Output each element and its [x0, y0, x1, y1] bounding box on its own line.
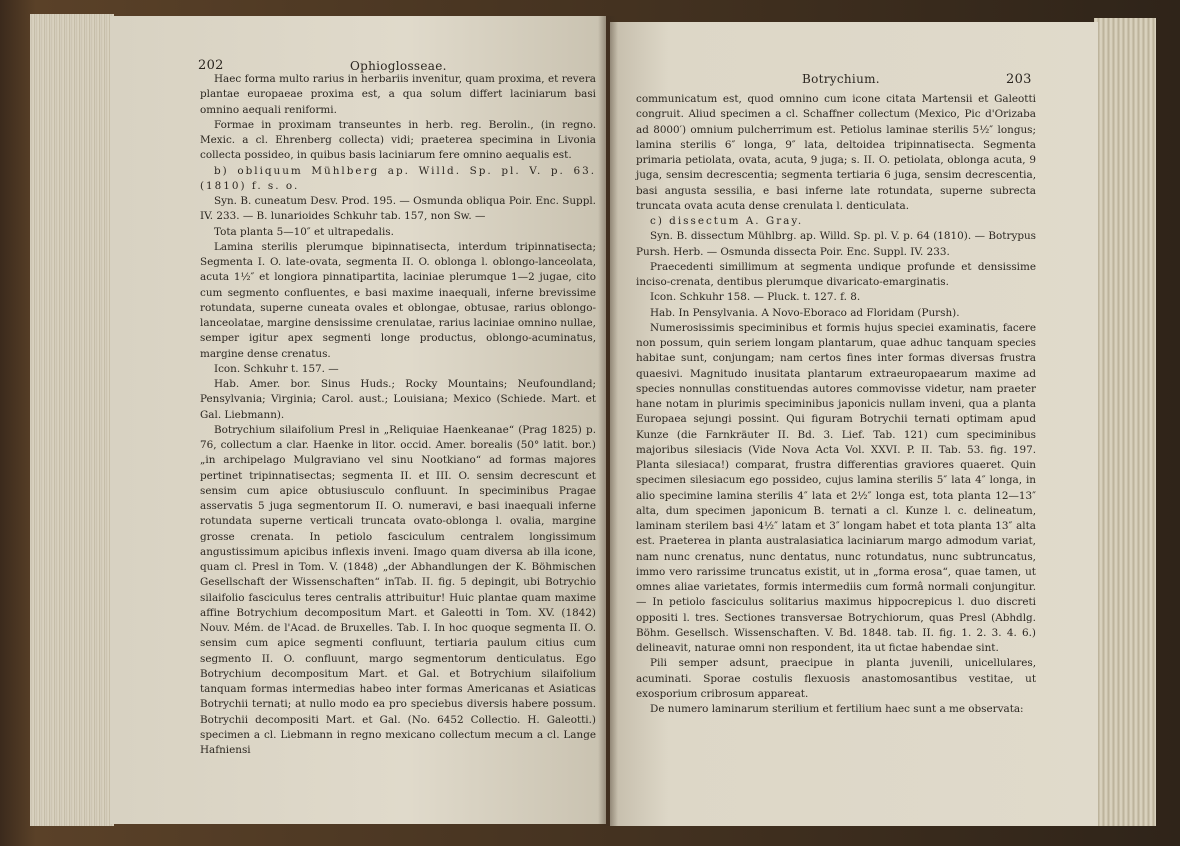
habitat: Hab. Amer. bor. Sinus Huds.; Rocky Mountains; Neufoundland; Pensylvania; Virginia; Carol. aust.; Louisiana; Mexico (Schiede. Mart. et Gal. Liebmann). — [200, 378, 596, 421]
paragraph: Tota planta 5—10″ et ultrapedalis. — [214, 225, 394, 238]
paragraph: Botrychium silaifolium Presl in „Reliquiae Haenkeanae“ (Prag 1825) p. 76, collectum a clar. Haenke in litor. occid. Amer. borealis (50° latit. bor.) „in archipelago Mulgraviano vel sinu Nootkiano“ ad formas majores pertinet tripinnatisectas; segmenta II. et III. O. sensim decrescunt et sensim cum apice obtusiusculo confluunt. In speciminibus Pragae asservatis 5 juga segmentorum II. O. numeravi, e basi inaequali inferne rotundata superne verticali truncata ovato-oblonga l. ovalia, margine grosse crenata. In petiolo fasciculum centralem longissimum angustissimum apicibus inflexis inveni. Imago quam diversa ab illa icone, quam cl. Presl in Tom. V. (1848) „der Abhandlungen der K. Böhmischen Gesellschaft der Wissenschaften“ inTab. II. fig. 5 depingit, ubi Botrychio silaifolio fasciculus teres centralis attribuitur! Huic plantae quam maxime affine Botrychium decompositum Mart. et Galeotti in Tom. XV. (1842) Nouv. Mém. de l'Acad. de Bruxelles. Tab. I. In hoc quoque segmenta II. O. sensim cum apice segmenti confluunt, tertiaria paulum citius cum segmento II. O. confluunt, margo segmentorum denticulatus. Ego Botrychium decompositum Mart. et Gal. et Botrychium silaifolium tanquam formas intermedias habeo inter formas Americanas et Asiaticas Botrychii ternati; at nullo modo ea pro speciebus diversis habere possum. Botrychii decompositi Mart. et Gal. (No. 6452 Collectio. H. Galeotti.) specimen a cl. Liebmann in regno mexicano collectum mecum a cl. Lange Hafniensi — [200, 423, 596, 756]
variety-heading: c) dissectum A. Gray. — [650, 215, 804, 227]
right-page-edges — [1094, 18, 1156, 826]
right-page — [610, 22, 1098, 826]
left-running-head: Ophioglosseae. — [350, 59, 447, 73]
left-page-edges — [30, 14, 114, 826]
left-page-number: 202 — [198, 58, 224, 73]
icon-reference: Icon. Schkuhr t. 157. — — [214, 362, 339, 375]
right-running-head: Botrychium. — [802, 72, 880, 86]
paragraph: communicatum est, quod omnino cum icone citata Martensii et Galeotti congruit. Aliud specimen a cl. Schaffner collectum (Mexico, Pic d'Orizaba ad 8000′) omnium pulcherrimum est. Petiolus laminae sterilis 5½″ longus; lamina sterilis 6″ longa, 9″ lata, deltoidea tripinnatisecta. Segmenta primaria petiolata, ovata, acuta, 9 juga; s. II. O. petiolata, oblonga acuta, 9 juga, sensim decrescentia; segmenta tertiaria 6 juga, sensim decrescentia, basi angusta sessilia, e basi inferne late rotundata, superne subrecta truncata ovata acuta dense crenulata l. denticulata. — [636, 93, 1036, 212]
book-gutter — [598, 16, 618, 826]
right-text-column — [636, 92, 1036, 717]
left-page — [110, 16, 606, 824]
paragraph: Haec forma multo rarius in herbariis invenitur, quam proxima, et revera plantae europaeae proxima est, a qua solum differt laciniarum basi omnino aequali reniformi. — [200, 73, 596, 116]
paragraph: De numero laminarum sterilium et fertilium haec sunt a me observata: — [650, 703, 1024, 715]
description: Praecedenti simillimum at segmenta undique profunde et densissime inciso-crenata, dentibus plerumque divaricato-emarginatis. — [636, 260, 1036, 288]
habitat: Hab. In Pensylvania. A Novo-Eboraco ad Floridam (Pursh). — [650, 306, 960, 319]
paragraph: Pili semper adsunt, praecipue in planta juvenili, unicellulares, acuminati. Sporae costulis flexuosis anastomosantibus vestitae, ut exosporium cribrosum appareat. — [636, 657, 1036, 700]
synonymy: Syn. B. dissectum Mühlbrg. ap. Willd. Sp. pl. V. p. 64 (1810). — Botrypus Pursh. Herb. — Osmunda dissecta Poir. Enc. Suppl. IV. 233. — [636, 230, 1036, 258]
variety-heading: b) obliquum Mühlberg ap. Willd. Sp. pl. V. p. 63. (1810) f. s. o. — [200, 164, 596, 192]
paragraph: Formae in proximam transeuntes in herb. reg. Berolin., (in regno. Mexic. a cl. Ehrenberg collecta) vidi; praeterea specimina in Livonia collecta possideo, in quibus basis laciniarum fere omnino aequalis est. — [200, 118, 596, 162]
description: Lamina sterilis plerumque bipinnatisecta, interdum tripinnatisecta; Segmenta I. O. late-ovata, segmenta II. O. oblonga l. oblongo-lanceolata, acuta 1½″ et longiora pinnatipartita, laciniae plerumque 1—2 jugae, cito cum segmento confluentes, e basi maxime inaequali, inferne brevissime rotundata, superne cuneata ovales et oblongae, obtusae, rarius oblongo-lanceolatae, margine densissime crenulatae, rarius laciniae omnino nullae, semper igitur apex segmenti longe productus, oblongo-acuminatus, margine dense crenatus. — [200, 240, 596, 360]
icon-reference: Icon. Schkuhr 158. — Pluck. t. 127. f. 8. — [650, 291, 861, 304]
right-page-number: 203 — [1006, 72, 1032, 87]
paragraph: Numerosissimis speciminibus et formis hujus speciei examinatis, facere non possum, quin seriem longam plantarum, quae adhuc tanquam species habitae sunt, conjungam; nam certos fines inter formas diversas frustra quaesivi. Magnitudo inusitata plantarum extraeuropaearum maxime ad species nonnullas constituendas autores commovisse videtur, nam praeter hane notam in plurimis speciminibus japonicis nullam inveni, qua a planta Europaea sejungi possint. Qui figuram Botrychii ternati optimam apud Kunze (die Farnkräuter II. Bd. 3. Lief. Tab. 121) cum speciminibus majoribus silesiacis (Vide Nova Acta Vol. XXVI. P. II. Tab. 53. fig. 197. Planta silesiaca!) comparat, frustra differentias graviores quaeret. Quin specimen silesiacum ego possideo, cujus lamina sterilis 5″ lata 4″ longa, in alio specimine lamina sterilis 4″ lata et 2½″ longa est, tota planta 12—13″ alta, dum specimen japonicum B. ternati a cl. Kunze l. c. delineatum, laminam sterilem basi 4½″ latam et 3″ longam habet et tota planta 13″ alta est. Praeterea in planta australasiatica laciniarum margo admodum variat, nam nunc crenatus, nunc dentatus, nunc rotundatus, nunc subtruncatus, immo vero rarissime truncatus existit, ut in „forma erosa“, quae tamen, ut omnes aliae varietates, formis intermediis cum formâ normali conjungitur. — In petiolo fasciculus solitarius maximus hippocrepicus l. duo discreti oppositi l. tres. Sectiones transversae Botrychiorum, quas Presl (Abhdlg. Böhm. Gesellsch. Wissenschaften. V. Bd. 1848. tab. II. fig. 1. 2. 3. 4. 6.) delineavit, naturae omni non respondent, ita ut fictae habendae sint. — [636, 321, 1036, 654]
left-text-column — [200, 72, 596, 758]
synonymy: Syn. B. cuneatum Desv. Prod. 195. — Osmunda obliqua Poir. Enc. Suppl. IV. 233. — B. lunarioides Schkuhr tab. 157, non Sw. — — [200, 195, 596, 223]
